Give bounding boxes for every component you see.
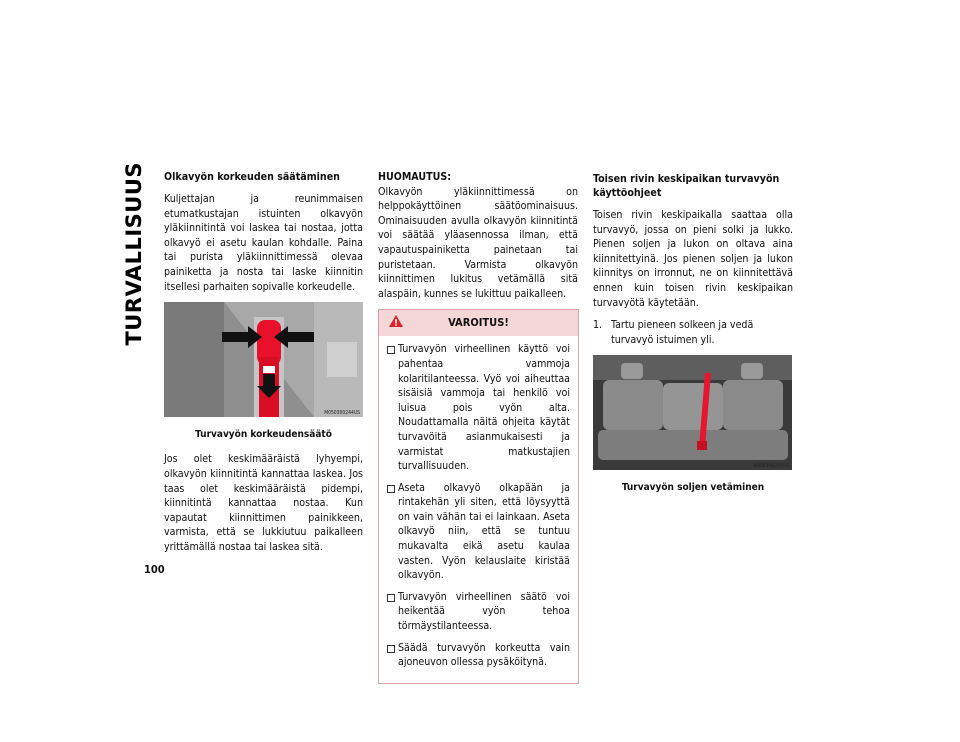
center-belt-illustration — [593, 355, 792, 470]
warning-item-text: Säädä turvavyön korkeutta vain ajoneuvon ollessa pysäköitynä. — [398, 641, 570, 669]
warning-item-text: Aseta olkavyö olkapään ja rintakehän yli siten, että löysyyttä on vain vähän tai ei lainkaan. Aseta olkavyö niin, että se tuntuu mukavalta eikä asetu kaulaa vasten. Vyön kelauslaite kiristää olkavyön. — [398, 481, 570, 582]
warning-item-text: Turvavyön virheellinen säätö voi heikentää vyön tehoa törmäystilanteessa. — [398, 590, 570, 633]
figure-caption: Turvavyön korkeudensäätö — [195, 428, 332, 440]
warning-item — [387, 590, 570, 634]
warning-item — [387, 481, 570, 583]
figure-belt-height — [164, 302, 363, 422]
bullet-square-icon — [387, 346, 395, 354]
belt-height-illustration — [164, 302, 363, 417]
figure-center-belt — [593, 355, 792, 475]
warning-item — [387, 641, 570, 670]
bullet-square-icon — [387, 594, 395, 602]
steps-list — [593, 318, 793, 347]
column-1 — [164, 170, 363, 563]
warning-item-text: Turvavyön virheellinen käyttö voi pahentaa vammoja kolaritilanteessa. Vyö voi aiheuttaa sisäisiä vammoja tai henkilö voi luisua pois vyön alta. Noudattamalla näitä ohjeita käytät turvavöitä asianmukaisesti ja varmistat matkustajien turvallisuuden. — [398, 343, 570, 473]
section-heading: Toisen rivin keskipaikan turvavyön käyttöohjeet — [593, 173, 780, 199]
section-heading: Olkavyön korkeuden säätäminen — [164, 171, 340, 183]
warning-title: VAROITUS! — [448, 316, 509, 330]
bullet-square-icon — [387, 485, 395, 493]
figure-code: M050300245US — [753, 463, 789, 470]
warning-header — [379, 310, 578, 336]
warning-triangle-icon — [388, 314, 404, 328]
step-number: 1. — [593, 319, 603, 332]
warning-box — [378, 309, 579, 683]
figure-caption: Turvavyön soljen vetäminen — [621, 481, 765, 493]
warning-list — [379, 336, 578, 682]
page-number: 100 — [144, 563, 165, 576]
warning-item — [387, 342, 570, 473]
column-3 — [593, 172, 793, 506]
note-text: Olkavyön yläkiinnittimessä on helppokäyttöinen säätöominaisuus. Ominaisuuden avulla olkavyön kiinnitintä voi säätää yläasennossa ilman, että vapautuspainiketta painetaan tai puristetaan. Varmista olkavyön kiinnittimen lukitus vetämällä sitä alaspäin, kunnes se lukittuu paikalleen. — [378, 185, 578, 300]
paragraph: Toisen rivin keskipaikalla saattaa olla turvavyö, jossa on pieni solki ja lukko. Pienen soljen ja lukon on oltava aina kiinnitettyinä. Jos pienen soljen ja lukon kiinnitys on irronnut, ne on kiinnitettävä ennen kuin toisen rivin keskipaikan turvavyötä käytetään. — [593, 209, 793, 309]
step-text: Tartu pieneen solkeen ja vedä turvavyö istuimen yli. — [611, 319, 754, 346]
step-item — [593, 318, 793, 347]
paragraph: Jos olet keskimääräistä lyhyempi, olkavyön kiinnitintä kannattaa laskea. Jos taas olet keskimääräistä pidempi, kiinnitintä kannattaa nostaa. Kun vapautat kiinnittimen painikkeen, varmista, että se lukkiutuu paikalleen yrittämällä nostaa tai laskea sitä. — [164, 453, 363, 553]
section-tab: TURVALLISUUS — [122, 162, 146, 346]
column-2 — [378, 170, 578, 684]
bullet-square-icon — [387, 645, 395, 653]
note-title: HUOMAUTUS: — [378, 171, 452, 183]
figure-code: M050300244US — [324, 410, 360, 417]
paragraph: Kuljettajan ja reunimmaisen etumatkustajan istuinten olkavyön yläkiinnitintä voi laskea tai nostaa, jotta olkavyö ei asetu kaulan kohdalle. Paina tai purista yläkiinnittimessä olevaa painiketta ja nosta tai laske kiinnitin itsellesi parhaiten sopivalle korkeudelle. — [164, 193, 363, 293]
